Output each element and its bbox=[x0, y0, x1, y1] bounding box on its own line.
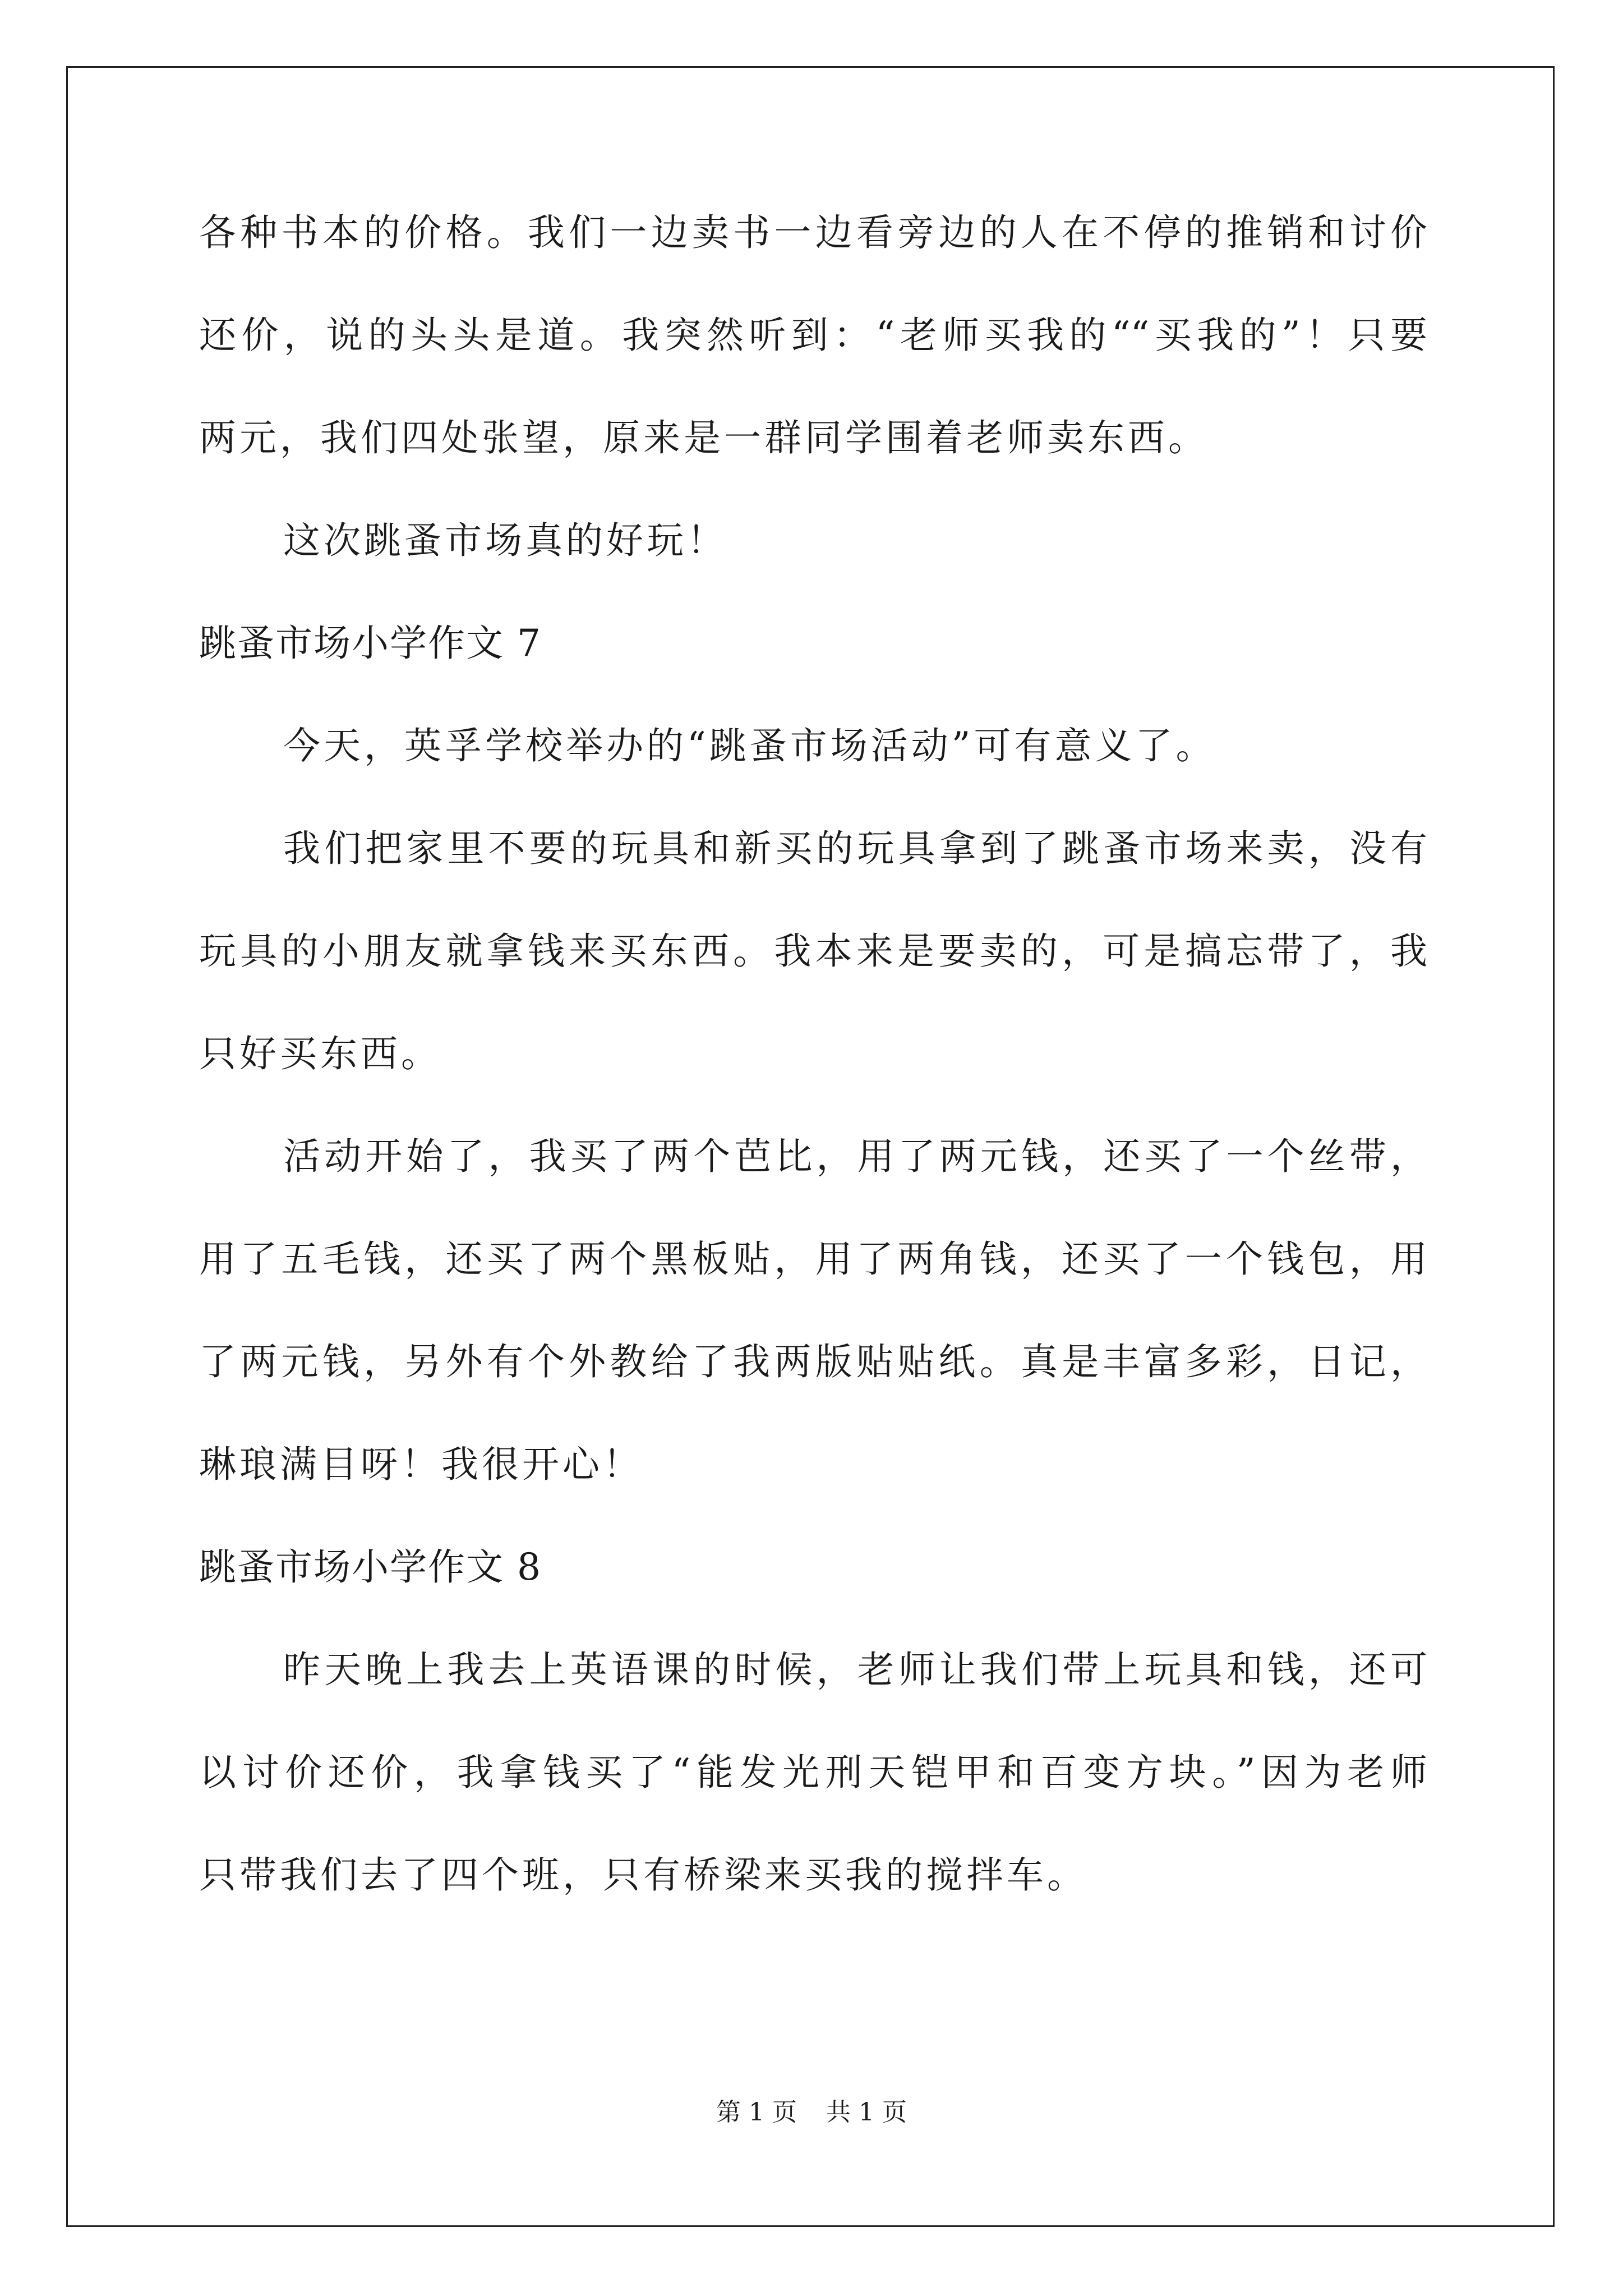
body-line: 玩具的小朋友就拿钱来买东西。我本来是要卖的，可是搞忘带了，我 bbox=[199, 930, 1427, 973]
paragraph-line: 今天，英孚学校举办的“跳蚤市场活动”可有意义了。 bbox=[283, 724, 1216, 767]
page-number: 第 1 页 bbox=[716, 2098, 797, 2127]
paragraph-line: 活动开始了，我买了两个芭比，用了两元钱，还买了一个丝带， bbox=[283, 1135, 1427, 1178]
page-total: 共 1 页 bbox=[826, 2098, 907, 2127]
body-line: 各种书本的价格。我们一边卖书一边看旁边的人在不停的推销和讨价 bbox=[199, 211, 1427, 254]
paragraph-line: 这次跳蚤市场真的好玩！ bbox=[283, 519, 727, 562]
body-line: 两元，我们四处张望，原来是一群同学围着老师卖东西。 bbox=[199, 416, 1209, 459]
body-line: 只好买东西。 bbox=[199, 1032, 441, 1075]
paragraph-line: 昨天晚上我去上英语课的时候，老师让我们带上玩具和钱，还可 bbox=[283, 1648, 1427, 1691]
body-line: 还价，说的头头是道。我突然听到：“老师买我的““买我的”！只要 bbox=[199, 314, 1427, 357]
paragraph-line: 我们把家里不要的玩具和新买的玩具拿到了跳蚤市场来卖，没有 bbox=[283, 827, 1427, 870]
body-line: 以讨价还价，我拿钱买了“能发光刑天铠甲和百变方块。”因为老师 bbox=[199, 1751, 1427, 1794]
body-line: 琳琅满目呀！我很开心！ bbox=[199, 1443, 643, 1486]
body-line: 用了五毛钱，还买了两个黑板贴，用了两角钱，还买了一个钱包，用 bbox=[199, 1237, 1427, 1281]
section-heading-7: 跳蚤市场小学作文 7 bbox=[199, 622, 542, 665]
body-line: 了两元钱，另外有个外教给了我两版贴贴纸。真是丰富多彩，日记， bbox=[199, 1340, 1427, 1383]
page-footer bbox=[0, 2097, 1623, 2128]
section-heading-8: 跳蚤市场小学作文 8 bbox=[199, 1545, 542, 1589]
body-line: 只带我们去了四个班，只有桥梁来买我的搅拌车。 bbox=[199, 1853, 1087, 1897]
